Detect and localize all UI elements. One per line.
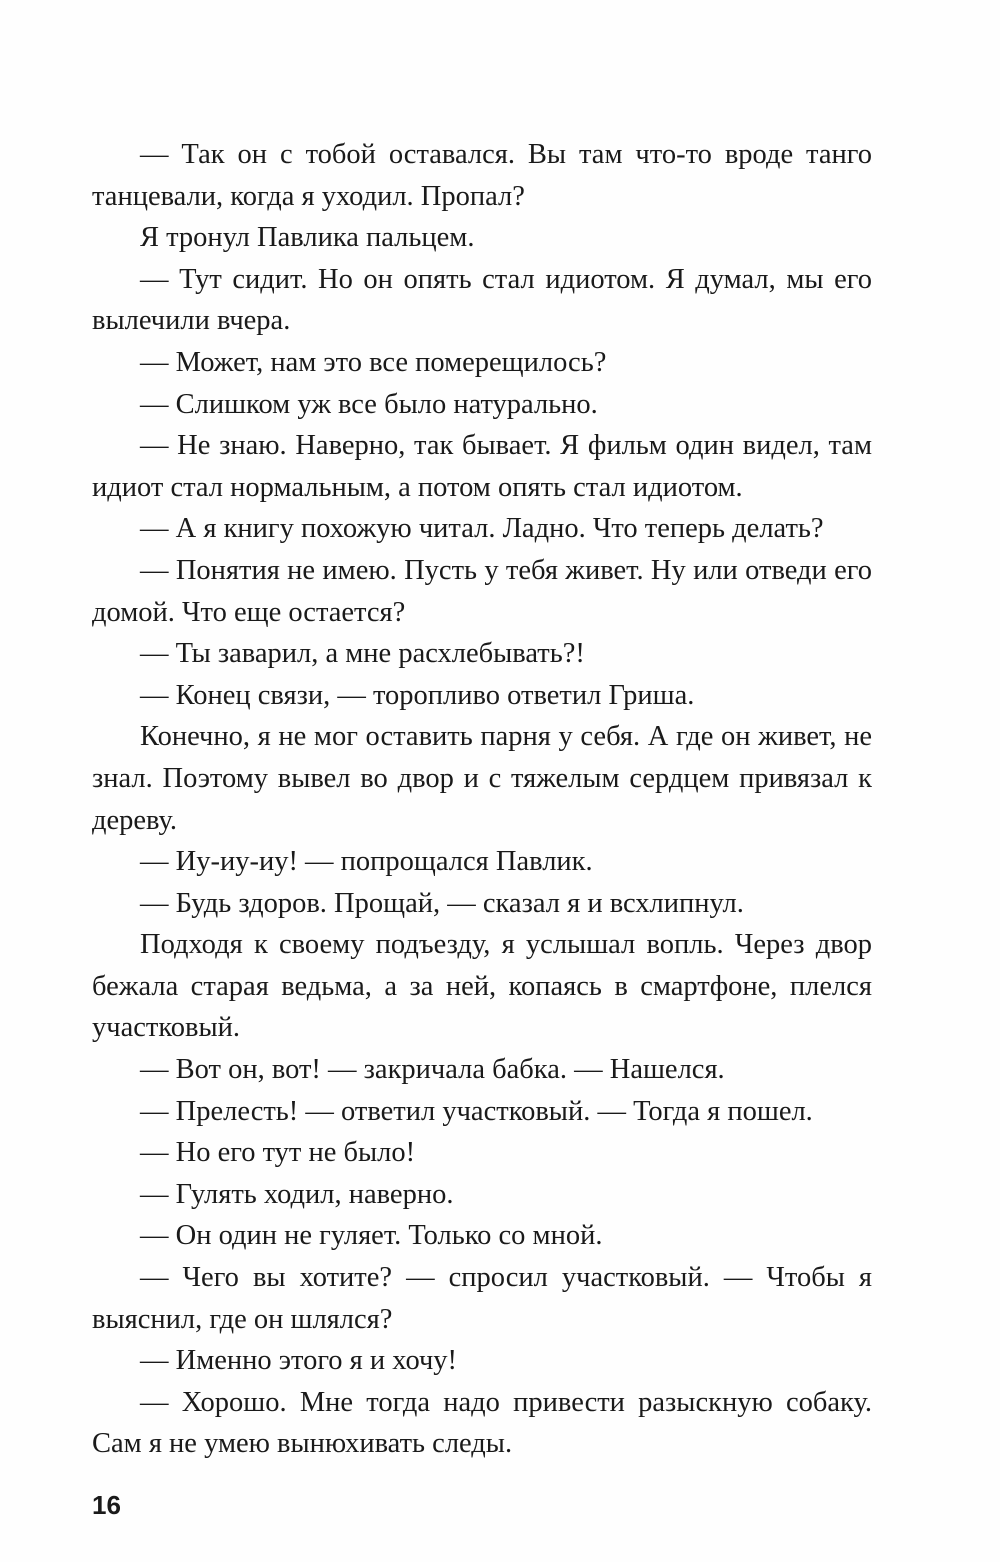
paragraph: — Он один не гуляет. Только со мной. — [140, 1220, 603, 1252]
page-number: 16 — [92, 1490, 121, 1520]
paragraph: — Так он с тобой оставался. Вы там что-то вроде танго танцевали, когда я уходил. Пропал? — [92, 139, 872, 212]
paragraph: — Конец связи, — торопливо ответил Гриша. — [140, 679, 695, 711]
paragraph: — Прелесть! — ответил участковый. — Тогда я пошел. — [140, 1095, 813, 1127]
paragraph: — Иу-иу-иу! — попрощался Павлик. — [140, 846, 593, 878]
paragraph: Подходя к своему подъезду, я услышал вопль. Через двор бежала старая ведьма, а за ней, копаясь в смартфоне, плелся участковый. — [92, 929, 872, 1044]
paragraph: — Не знаю. Наверно, так бывает. Я фильм один видел, там идиот стал нормальным, а потом опять стал идиотом. — [92, 430, 872, 503]
paragraph: — Гулять ходил, наверно. — [140, 1178, 454, 1210]
paragraph: — Чего вы хотите? — спросил участковый. — Чтобы я выяснил, где он шлялся? — [92, 1262, 872, 1335]
paragraph: — Будь здоров. Прощай, — сказал я и всхлипнул. — [140, 887, 744, 919]
paragraph: Конечно, я не мог оставить парня у себя. А где он живет, не знал. Поэтому вывел во двор и с тяжелым сердцем привязал к дереву. — [92, 721, 872, 836]
paragraph: — Но его тут не было! — [140, 1137, 416, 1169]
paragraph: — Может, нам это все померещилось? — [140, 346, 607, 378]
paragraph: — Понятия не имею. Пусть у тебя живет. Ну или отведи его домой. Что еще остается? — [92, 554, 872, 628]
paragraph: — Хорошо. Мне тогда надо привести разыскную собаку. Сам я не умею вынюхивать следы. — [92, 1386, 872, 1460]
page-body-text — [92, 134, 872, 1465]
paragraph: — Именно этого я и хочу! — [140, 1345, 458, 1377]
paragraph: — Слишком уж все было натурально. — [140, 388, 598, 420]
paragraph: — А я книгу похожую читал. Ладно. Что теперь делать? — [140, 513, 824, 545]
paragraph: — Вот он, вот! — закричала бабка. — Нашелся. — [140, 1054, 725, 1086]
paragraph: — Тут сидит. Но он опять стал идиотом. Я думал, мы его вылечили вчера. — [92, 263, 872, 337]
paragraph: — Ты заварил, а мне расхлебывать?! — [140, 638, 585, 670]
paragraph: Я тронул Павлика пальцем. — [140, 222, 475, 254]
